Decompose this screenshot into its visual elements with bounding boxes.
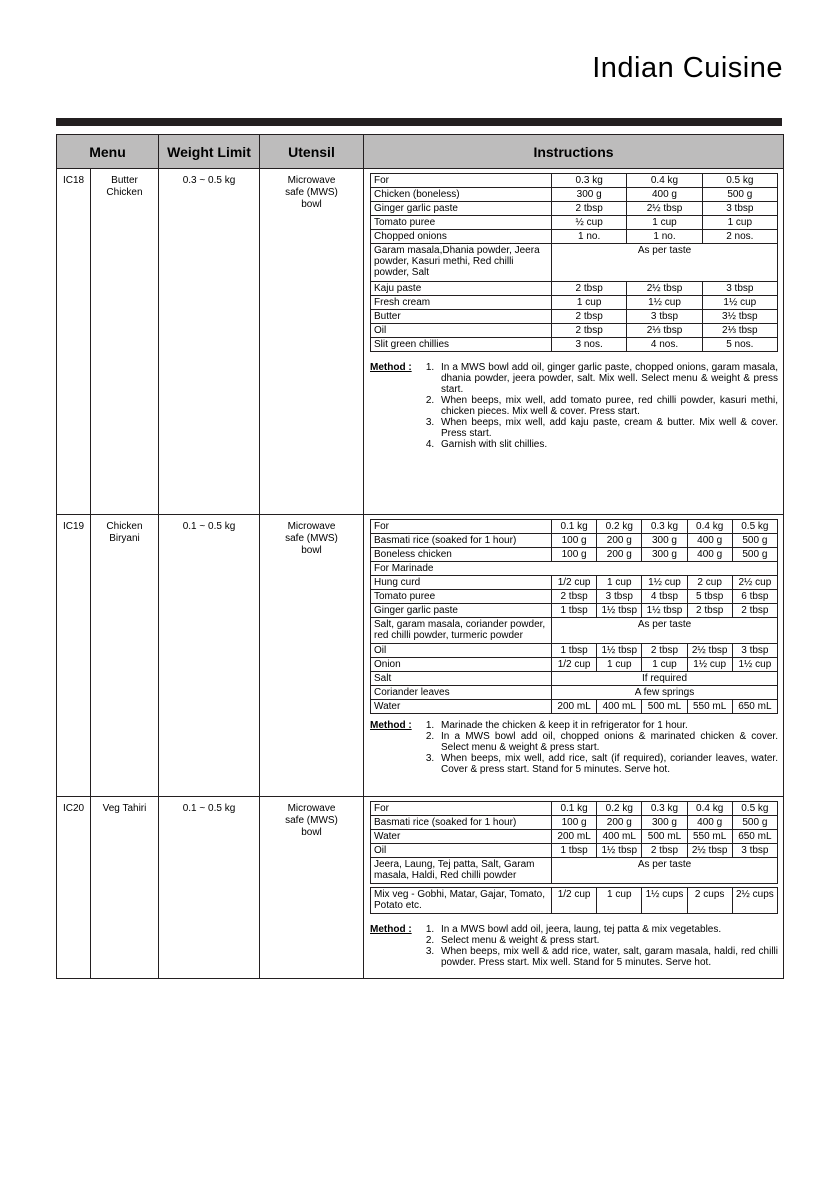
ingredient-row: For Marinade [371, 562, 778, 576]
ingredient-row: Oil 1 tbsp 1½ tbsp 2 tbsp 2½ tbsp 3 tbsp [371, 844, 778, 858]
ingredient-row: Boneless chicken 100 g 200 g 300 g 400 g 500 g [371, 548, 778, 562]
ingredient-row: Chopped onions 1 no. 1 no. 2 nos. [371, 230, 778, 244]
recipe-code: IC18 [57, 169, 91, 515]
ingredient-row: Tomato puree 2 tbsp 3 tbsp 4 tbsp 5 tbsp 6 tbsp [371, 590, 778, 604]
recipe-weight-limit: 0.1 ~ 0.5 kg [159, 797, 260, 979]
ingredient-row: Salt, garam masala, coriander powder, red chilli powder, turmeric powder As per taste [371, 618, 778, 644]
method-section [370, 924, 778, 968]
ingredient-row: Garam masala,Dhania powder, Jeera powder, Kasuri methi, Red chilli powder, Salt As per taste [371, 244, 778, 282]
ingredient-row: Mix veg - Gobhi, Matar, Gajar, Tomato, Potato etc. 1/2 cup 1 cup 1½ cups 2 cups 2½ cups [371, 888, 778, 914]
ingredient-row: Basmati rice (soaked for 1 hour) 100 g 200 g 300 g 400 g 500 g [371, 816, 778, 830]
ingredient-row: Chicken (boneless) 300 g 400 g 500 g [371, 188, 778, 202]
ingredient-row: Oil 1 tbsp 1½ tbsp 2 tbsp 2½ tbsp 3 tbsp [371, 644, 778, 658]
method-step: 4. Garnish with slit chillies. [437, 439, 778, 450]
recipe-code: IC19 [57, 515, 91, 797]
method-steps [414, 362, 778, 450]
ingredient-row: Oil 2 tbsp 2⅓ tbsp 2⅓ tbsp [371, 324, 778, 338]
ingredient-row: Ginger garlic paste 1 tbsp 1½ tbsp 1½ tbsp 2 tbsp 2 tbsp [371, 604, 778, 618]
ingredient-row: Butter 2 tbsp 3 tbsp 3½ tbsp [371, 310, 778, 324]
ingredient-row: Salt If required [371, 672, 778, 686]
method-step: 1. In a MWS bowl add oil, jeera, laung, tej patta & mix vegetables. [437, 924, 778, 935]
method-step: 3. When beeps, mix well & add rice, water, salt, garam masala, haldi, red chilli powder. Press start. Mix well. Stand for 5 minutes. Serve hot. [437, 946, 778, 968]
ingredient-row: Coriander leaves A few springs [371, 686, 778, 700]
ingredient-row: For 0.3 kg 0.4 kg 0.5 kg [371, 174, 778, 188]
recipe-row-ic20 [57, 797, 784, 979]
ingredients-table [370, 173, 778, 352]
method-label: Method : [370, 720, 412, 731]
header-weight-limit: Weight Limit [159, 135, 260, 169]
header-bar [56, 118, 782, 126]
ingredient-row: For 0.1 kg 0.2 kg 0.3 kg 0.4 kg 0.5 kg [371, 802, 778, 816]
method-section [370, 720, 778, 775]
ingredient-row: Jeera, Laung, Tej patta, Salt, Garam masala, Haldi, Red chilli powder As per taste [371, 858, 778, 884]
method-steps [414, 924, 778, 968]
recipe-instructions [364, 169, 784, 515]
method-step: 2. When beeps, mix well, add tomato puree, red chilli powder, kasuri methi, chicken pieces. Mix well & cover. Press start. [437, 395, 778, 417]
method-step: 1. Marinade the chicken & keep it in refrigerator for 1 hour. [437, 720, 778, 731]
method-steps [414, 720, 778, 775]
page-title: Indian Cuisine [592, 52, 783, 84]
method-step: 2. Select menu & weight & press start. [437, 935, 778, 946]
ingredient-row: Kaju paste 2 tbsp 2½ tbsp 3 tbsp [371, 282, 778, 296]
ingredient-row: Water 200 mL 400 mL 500 mL 550 mL 650 mL [371, 700, 778, 714]
method-step: 2. In a MWS bowl add oil, chopped onions & marinated chicken & cover. Select menu & weight & press start. [437, 731, 778, 753]
recipe-instructions [364, 797, 784, 979]
method-label: Method : [370, 924, 412, 935]
recipe-row-ic18 [57, 169, 784, 515]
recipe-utensil: Microwave safe (MWS) bowl [260, 515, 364, 797]
recipe-table [56, 134, 784, 979]
ingredient-row: Hung curd 1/2 cup 1 cup 1½ cup 2 cup 2½ cup [371, 576, 778, 590]
ingredient-row: Water 200 mL 400 mL 500 mL 550 mL 650 mL [371, 830, 778, 844]
recipe-name: Butter Chicken [91, 169, 159, 515]
ingredients-table [370, 519, 778, 714]
recipe-row-ic19 [57, 515, 784, 797]
ingredient-row: Tomato puree ½ cup 1 cup 1 cup [371, 216, 778, 230]
header-utensil: Utensil [260, 135, 364, 169]
table-header-row [57, 135, 784, 169]
ingredient-row: Fresh cream 1 cup 1½ cup 1½ cup [371, 296, 778, 310]
ingredient-row: Slit green chillies 3 nos. 4 nos. 5 nos. [371, 338, 778, 352]
ingredient-row: Basmati rice (soaked for 1 hour) 100 g 200 g 300 g 400 g 500 g [371, 534, 778, 548]
header-instructions: Instructions [364, 135, 784, 169]
ingredient-row: Onion 1/2 cup 1 cup 1 cup 1½ cup 1½ cup [371, 658, 778, 672]
method-section [370, 362, 778, 450]
recipe-code: IC20 [57, 797, 91, 979]
ingredient-row: For 0.1 kg 0.2 kg 0.3 kg 0.4 kg 0.5 kg [371, 520, 778, 534]
recipe-instructions [364, 515, 784, 797]
recipe-utensil: Microwave safe (MWS) bowl [260, 797, 364, 979]
method-label: Method : [370, 362, 412, 373]
recipe-name: Chicken Biryani [91, 515, 159, 797]
header-menu: Menu [57, 135, 159, 169]
recipe-weight-limit: 0.3 ~ 0.5 kg [159, 169, 260, 515]
ingredient-row: Ginger garlic paste 2 tbsp 2½ tbsp 3 tbsp [371, 202, 778, 216]
recipe-name: Veg Tahiri [91, 797, 159, 979]
method-step: 1. In a MWS bowl add oil, ginger garlic paste, chopped onions, garam masala, dhania powder, jeera powder, salt. Mix well. Select menu & weight & press start. [437, 362, 778, 395]
recipe-weight-limit: 0.1 ~ 0.5 kg [159, 515, 260, 797]
ingredients-table [370, 801, 778, 914]
recipe-utensil: Microwave safe (MWS) bowl [260, 169, 364, 515]
method-step: 3. When beeps, mix well, add rice, salt (if required), coriander leaves, water. Cover & press start. Stand for 5 minutes. Serve hot. [437, 753, 778, 775]
method-step: 3. When beeps, mix well, add kaju paste, cream & butter. Mix well & cover. Press start. [437, 417, 778, 439]
